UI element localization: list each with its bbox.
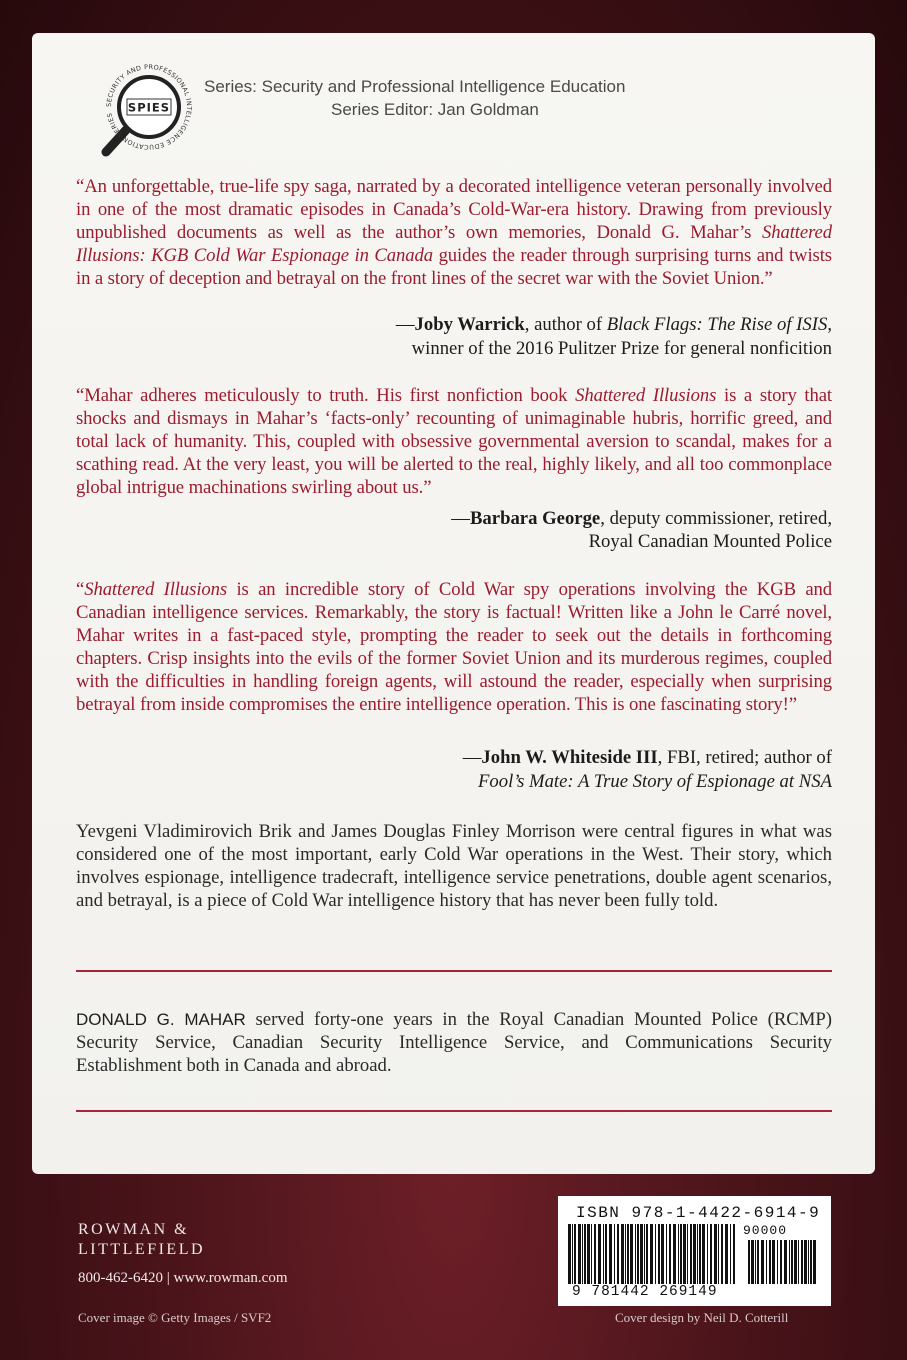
series-name: Series: Security and Professional Intelligence Education [204,77,626,96]
book-title: Shattered Illusions [84,579,228,600]
barcode-bar [690,1224,692,1284]
isbn-label: ISBN 978-1-4422-6914-9 [576,1204,821,1222]
barcode-bar [627,1224,629,1284]
barcode-bar [804,1240,807,1284]
barcode-bar [721,1224,723,1284]
barcode-bar [609,1224,612,1284]
series-info [204,75,704,121]
barcode [558,1196,831,1306]
barcode-bar [669,1224,671,1284]
price-code: 90000 [743,1223,788,1238]
barcode-bar [702,1224,705,1284]
author-name: DONALD G. MAHAR [76,1010,246,1029]
barcode-bar [733,1224,735,1284]
svg-text:SPIES: SPIES [127,100,171,115]
barcode-bar [784,1240,787,1284]
barcode-bar [625,1224,626,1284]
svg-text:SECURITY AND PROFESSIONAL INTE: SECURITY AND PROFESSIONAL INTELLIGENCE EDUCATION SERIES [104,62,194,152]
barcode-bar [748,1240,750,1284]
divider-bottom [76,1110,832,1112]
cover-image-credit: Cover image © Getty Images / SVF2 [78,1310,272,1325]
barcode-bar [794,1240,797,1284]
barcode-bar [584,1224,586,1284]
barcode-bar [710,1224,712,1284]
barcode-bar [757,1240,759,1284]
barcode-bar [658,1224,660,1284]
barcode-bar [572,1224,573,1284]
publisher-contact: 800-462-6420 | www.rowman.com [78,1270,288,1286]
barcode-bar [655,1224,656,1284]
barcode-bar [707,1224,708,1284]
barcode-bar [591,1224,592,1284]
barcode-bar [661,1224,664,1284]
barcode-bar [646,1224,648,1284]
barcode-bar [730,1224,731,1284]
barcode-bar [680,1224,682,1284]
endorsement-quote-3: “Shattered Illusions is an incredible story of Cold War spy operations involving the KGB and Canadian intelligence services. Remarkably, the story is factual! Written like a John le Carré novel, Mahar writes in a fast-paced style, prompting the reader to seek out the details in forthcoming chapters. Crisp insights into the evils of the former Soviet Union and its murderous regimes, coupled with the difficulties in handling foreign agents, will astound the reader, especially when surprising betrayal from inside compromises the entire intelligence operation. This is one fascinating story!” [76,579,833,715]
barcode-bar [769,1240,771,1284]
barcode-bar [810,1240,812,1284]
barcode-bars [568,1224,738,1284]
barcode-bar [725,1224,728,1284]
barcode-bar [789,1240,790,1284]
book-title: Shattered Illusions: KGB Cold War Espionage in Canada [76,222,832,266]
endorsement-attribution-1: —Joby Warrick, author of Black Flags: The Rise of ISIS, [395,314,832,335]
barcode-bar [683,1224,686,1284]
barcode-bar [678,1224,679,1284]
endorsement-quote-1: “An unforgettable, true-life spy saga, narrated by a decorated intelligence veteran personally involved in one of the most dramatic episodes in Canada’s Cold-War-era history. Drawing from previously unpublished documents as well as the author’s own memories, Donald G. Mahar’s Shattered Illusions: KGB Cold War Espionage in Canada guides the reader through surprising turns and twists in a story of deception and betrayal on the front lines of the secret war with the Soviet Union.” [76,176,832,289]
barcode-bar [687,1224,688,1284]
barcode-bar [813,1240,816,1284]
barcode-bar [801,1240,803,1284]
barcode-bar [568,1224,571,1284]
barcode-bar [766,1240,767,1284]
divider-top [76,970,832,972]
barcode-bar [718,1224,719,1284]
magnifying-glass-logo-icon [94,52,204,162]
publisher-logo: ROWMAN & LITTLEFIELD [78,1221,206,1258]
barcode-bar [777,1240,778,1284]
barcode-bar [772,1240,775,1284]
barcode-bar [630,1224,633,1284]
barcode-bar [582,1224,583,1284]
barcode-bar [617,1224,619,1284]
endorsement-attribution-3-line2: Fool’s Mate: A True Story of Espionage at NSA [477,771,832,792]
barcode-bar [578,1224,581,1284]
endorsement-quote-2: “Mahar adheres meticulously to truth. His first nonfiction book Shattered Illusions is a story that shocks and dismays in Mahar’s ‘facts-only’ recounting of unimaginable hubris, horrific greed, and total lack of humanity. This, coupled with obsessive governmental aversion to scandal, makes for a scathing read. At the very least, you will be alerted to the real, highly likely, and all too commonplace global intrigue machinations swirling about us.” [76,385,832,498]
barcode-bar [614,1224,615,1284]
barcode-bar [574,1224,576,1284]
barcode-bar [673,1224,676,1284]
barcode-bar [637,1224,639,1284]
book-title: Shattered Illusions [575,385,717,406]
barcode-bar [650,1224,653,1284]
barcode-bar [603,1224,604,1284]
barcode-bar [693,1224,696,1284]
barcode-bar [791,1240,793,1284]
barcode-bar [751,1240,754,1284]
endorsement-attribution-3: —John W. Whiteside III, FBI, retired; author of [462,747,832,768]
barcode-bar [640,1224,643,1284]
barcode-bar [798,1240,799,1284]
barcode-bar [780,1240,782,1284]
endorsement-attribution-1-line2: winner of the 2016 Pulitzer Prize for general nonficition [411,338,832,359]
barcode-bar [605,1224,607,1284]
barcode-bar [761,1240,764,1284]
barcode-bar [697,1224,698,1284]
barcode-bar [714,1224,717,1284]
barcode-bar [598,1224,601,1284]
price-barcode-bars [748,1240,818,1284]
barcode-bar [587,1224,590,1284]
barcode-bar [699,1224,701,1284]
barcode-bar [635,1224,636,1284]
barcode-bar [644,1224,645,1284]
endorsement-attribution-2: —Barbara George, deputy commissioner, retired, [451,508,832,529]
author-bio: DONALD G. MAHAR served forty-one years in the Royal Canadian Mounted Police (RCMP) Security Service, Canadian Security Intelligence Service, and Communications Security Establishment both in Canada and abroad. [76,1009,832,1076]
endorsement-attribution-2-line2: Royal Canadian Mounted Police [588,531,832,552]
barcode-bar [755,1240,756,1284]
series-editor: Series Editor: Jan Goldman [331,100,539,119]
barcode-bar [666,1224,667,1284]
barcode-bar [808,1240,809,1284]
ean-number: 9 781442 269149 [572,1284,718,1300]
barcode-bar [621,1224,624,1284]
barcode-bar [594,1224,596,1284]
cover-design-credit: Cover design by Neil D. Cotterill [615,1310,789,1325]
book-description: Yevgeni Vladimirovich Brik and James Douglas Finley Morrison were central figures in what was considered one of the most important, early Cold War operations in the West. Their story, which involves espionage, intelligence tradecraft, intelligence service penetrations, double agent scenarios, and betrayal, is a piece of Cold War intelligence history that has never been fully told. [76,821,832,911]
